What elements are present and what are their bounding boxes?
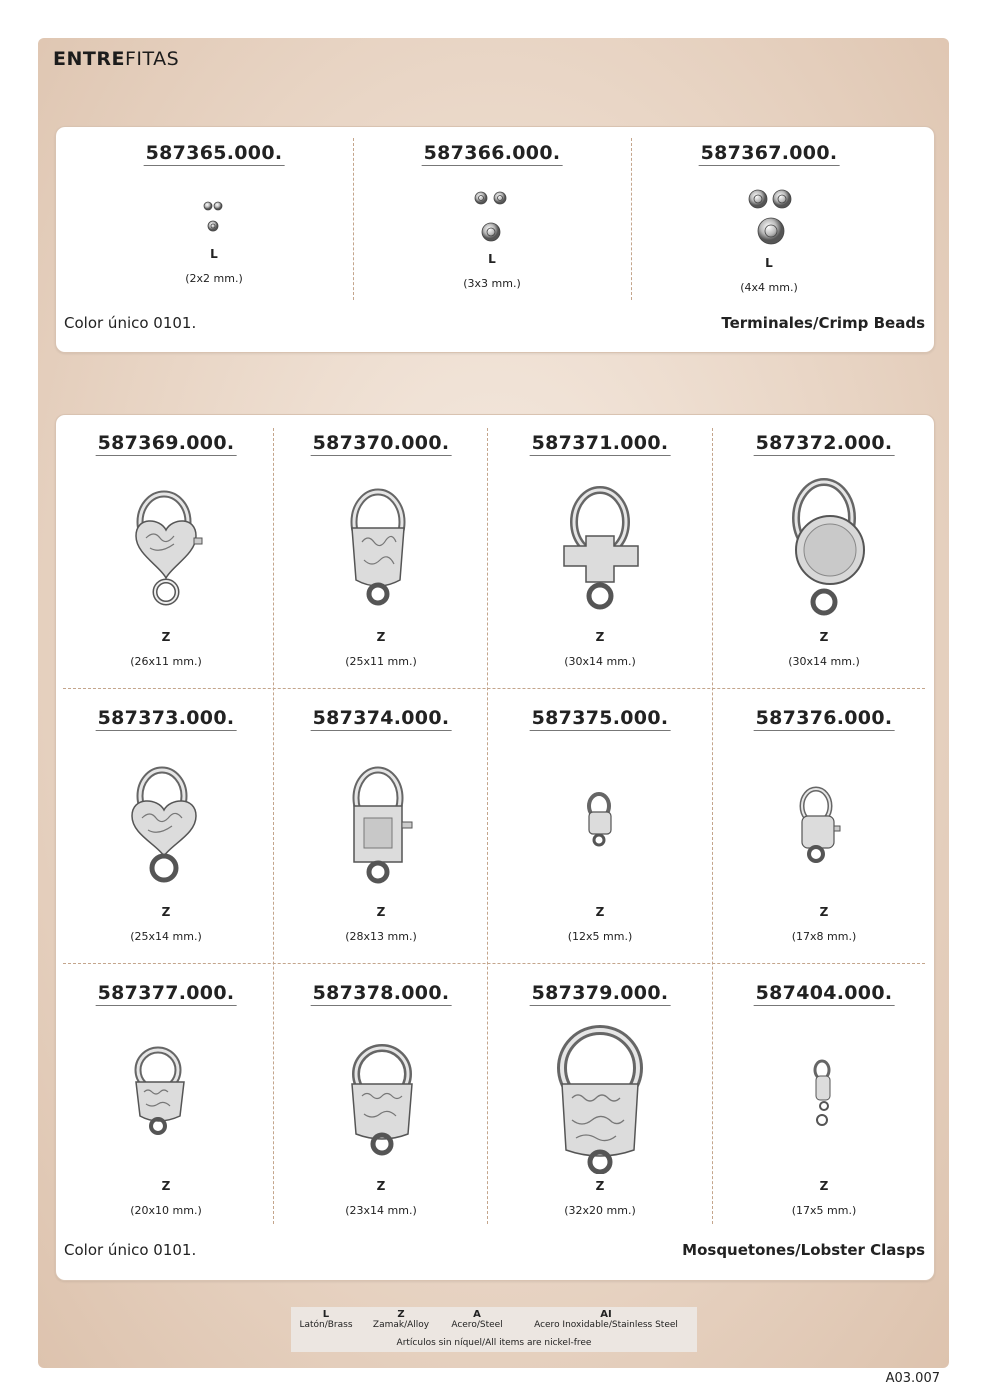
size-label: (12x5 mm.) [567,930,633,943]
product-code: 587370.000. [312,432,450,454]
square-clasp-image [346,766,416,886]
product-code: 587367.000. [700,142,838,164]
legend-entry: A Acero/Steel [451,1309,503,1330]
product-code: 587375.000. [531,707,669,729]
material-code: Z [819,630,829,644]
product-code: 587404.000. [755,982,893,1004]
category-label: Mosquetones/Lobster Clasps [682,1241,925,1259]
product-code: 587379.000. [531,982,669,1004]
tiny-clasp-image [806,1054,842,1134]
cross-clasp-image [558,484,644,616]
divider [273,428,274,1224]
textured-clasp-image [346,1044,420,1156]
divider [353,138,354,300]
legend-entry: AI Acero Inoxidable/Stainless Steel [534,1309,678,1330]
product-code: 587373.000. [97,707,235,729]
size-label: (4x4 mm.) [740,281,798,294]
size-label: (2x2 mm.) [185,272,243,285]
size-label: (25x11 mm.) [345,655,417,668]
heart-clasp-image [128,486,204,612]
legend-entry: Z Zamak/Alloy [372,1309,430,1330]
page-number: A03.007 [885,1371,940,1386]
material-code: Z [595,1179,605,1193]
divider [63,688,925,689]
product-code: 587378.000. [312,982,450,1004]
divider [487,428,488,1224]
material-code: L [765,256,773,270]
size-label: (30x14 mm.) [564,655,636,668]
crimp-bead-image [194,196,234,236]
material-code: Z [595,905,605,919]
product-code: 587369.000. [97,432,235,454]
heart-clasp-image [126,764,202,886]
material-code: Z [819,1179,829,1193]
ornate-clasp-image [344,488,414,608]
material-code: L [488,252,496,266]
size-label: (30x14 mm.) [788,655,860,668]
size-label: (26x11 mm.) [130,655,202,668]
small-clasp-image [794,786,846,866]
product-code: 587372.000. [755,432,893,454]
divider [631,138,632,300]
product-code: 587377.000. [97,982,235,1004]
category-label: Terminales/Crimp Beads [721,314,925,332]
textured-clasp-image [128,1046,194,1136]
material-code: Z [376,1179,386,1193]
legend-entry: L Latón/Brass [299,1309,353,1330]
material-code: Z [376,905,386,919]
size-label: (23x14 mm.) [345,1204,417,1217]
round-clasp-image [784,478,874,618]
material-code: L [210,247,218,261]
product-code: 587374.000. [312,707,450,729]
material-code: Z [161,630,171,644]
material-code: Z [161,1179,171,1193]
color-note: Color único 0101. [64,1241,197,1259]
size-label: (17x8 mm.) [791,930,857,943]
material-code: Z [595,630,605,644]
divider [63,963,925,964]
material-code: Z [819,905,829,919]
nickel-free-note: Artículos sin níquel/All items are nickel-free [396,1338,592,1348]
color-note: Color único 0101. [64,314,197,332]
small-clasp-image [583,792,619,848]
product-code: 587376.000. [755,707,893,729]
brand-logo: ENTREFITAS [53,48,180,70]
crimp-bead-image [744,185,796,247]
product-code: 587371.000. [531,432,669,454]
material-code: Z [376,630,386,644]
material-code: Z [161,905,171,919]
size-label: (25x14 mm.) [130,930,202,943]
size-label: (32x20 mm.) [564,1204,636,1217]
divider [712,428,713,1224]
product-code: 587366.000. [423,142,561,164]
large-textured-clasp-image [550,1024,650,1174]
crimp-bead-image [470,186,514,244]
size-label: (20x10 mm.) [130,1204,202,1217]
size-label: (28x13 mm.) [345,930,417,943]
product-code: 587365.000. [145,142,283,164]
size-label: (17x5 mm.) [791,1204,857,1217]
size-label: (3x3 mm.) [463,277,521,290]
